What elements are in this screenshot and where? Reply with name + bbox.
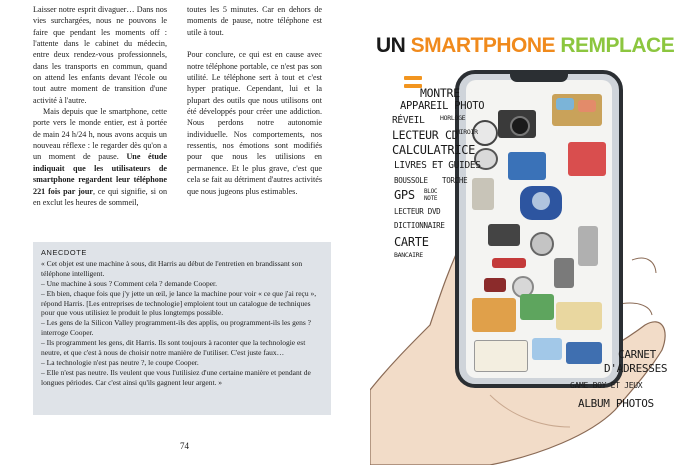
cards-icon xyxy=(568,142,606,176)
note-album-photos: ALBUM PHOTOS xyxy=(578,397,654,410)
list-item: LECTEUR DVD xyxy=(394,207,441,216)
dictionary-icon xyxy=(474,340,528,372)
highlight-text: Une étude indiquait que les utilisateurs de smartphone regardent leur téléphone 221 fois par jour xyxy=(33,152,168,196)
list-item: HORLOGE xyxy=(440,114,466,122)
list-item: RÉVEIL xyxy=(392,115,425,126)
list-item: TORCHE xyxy=(442,176,468,185)
title-part: REMPLACE xyxy=(560,34,675,57)
paragraph: Laisser notre esprit divaguer… Dans nos vies surchargées, nous ne pouvons le faire que pendant les moments off : l'attente dans le cabinet du médecin, entre deux rendez-vous professionnels, dans les transports en commun, quand on attend les enfants devant l'école ou tout autre moment de transition d'une activité à l'autre. xyxy=(33,5,167,105)
anecdote-line: – Elle n'est pas neutre. Ils veulent que vous l'utilisiez d'une certaine manière et pendant de longues périodes. Car c'est ainsi qu'ils gagnent leur argent. » xyxy=(41,367,311,387)
equals-sign-icon xyxy=(404,76,422,80)
flashlight-icon xyxy=(492,258,526,268)
game-boy-icon xyxy=(472,178,494,210)
anecdote-heading: ANECDOTE xyxy=(41,248,87,257)
books-icon xyxy=(472,298,516,332)
photo-icon xyxy=(556,98,574,110)
list-item: LIVRES ET GUIDES xyxy=(394,160,481,171)
guide-book-icon xyxy=(520,294,554,320)
cordless-phone-icon xyxy=(578,226,598,266)
illustration-title xyxy=(376,34,676,62)
list-item: APPAREIL PHOTO xyxy=(400,100,485,112)
anecdote-line: – Ils programment les gens, dit Harris. Ils sont toujours à raconter que la technologie est neutre, et que c'est à nous de choisir notre manière de l'utiliser. C'est juste faux… xyxy=(41,338,306,358)
camera-lens-icon xyxy=(510,116,530,136)
text-column-2 xyxy=(187,4,322,197)
phone-notch xyxy=(510,73,568,82)
anecdote-line: – Une machine à sous ? Comment cela ? demande Cooper. xyxy=(41,278,217,288)
list-item: DICTIONNAIRE xyxy=(394,221,445,230)
list-item: MONTRE xyxy=(420,86,460,100)
list-item: CALCULATRICE xyxy=(392,143,476,157)
paragraph xyxy=(33,106,167,208)
paragraph: toutes les 5 minutes. Car en dehors de moments de pause, notre téléphone est utile à tout. xyxy=(187,5,322,37)
tablet-icon xyxy=(508,152,546,180)
map-icon xyxy=(556,302,602,330)
photo-icon xyxy=(578,100,596,112)
page-number: 74 xyxy=(180,441,189,451)
list-item: LECTEUR CD xyxy=(392,128,459,142)
anecdote-line: « Cet objet est une machine à sous, dit Harris au début de l'entretien en brandissant son téléphone intelligent. xyxy=(41,258,303,278)
note-adresses: D'ADRESSES xyxy=(604,362,668,375)
list-item: GPS xyxy=(394,188,415,202)
paragraph-text: Mais depuis que le smartphone, cette porte vers le monde entier, est à portée de main 24 h/24 h, nous avons acquis un nouveau réflexe : le regarder dès qu'on a un moment de pause. xyxy=(33,107,167,162)
list-item: BANCAIRE xyxy=(394,251,423,259)
smartphone-screen xyxy=(466,80,612,378)
anecdote-line: – Eh bien, chaque fois que j'y jette un œil, je lance la machine pour voir « ce que j'ai reçu », répond Harris. [Les entreprises de technologie] emploient tout un catalogue de techniques pour que vous utilisiez le produit le plus longtemps possible. xyxy=(41,288,317,318)
cd-icon xyxy=(532,192,550,210)
note-game-boy: GAME BOY ET JEUX xyxy=(570,381,643,390)
notepad-icon xyxy=(532,338,562,360)
calculator-icon xyxy=(554,258,574,288)
wallet-icon xyxy=(484,278,506,292)
title-part: SMARTPHONE xyxy=(410,34,561,57)
note-carnet: CARNET xyxy=(618,348,656,361)
anecdote-line: – La technologie n'est pas neutre ?, le coupe Cooper. xyxy=(41,357,199,367)
bank-card-icon xyxy=(566,342,602,364)
paragraph-text: , ce qui signifie, si on en exclut les heures de sommeil, xyxy=(33,186,168,207)
list-item: MIROIR xyxy=(456,128,478,136)
compass-icon xyxy=(530,232,554,256)
text-column-1 xyxy=(33,4,167,208)
dvd-icon xyxy=(488,224,520,246)
anecdote-line: – Les gens de la Silicon Valley programment-ils des applis, ou programment-ils les gens ? interroge Cooper. xyxy=(41,318,312,338)
list-item: BLOC xyxy=(424,188,438,195)
anecdote-box xyxy=(33,242,331,415)
list-item: BOUSSOLE xyxy=(394,176,428,185)
paragraph: Pour conclure, ce qui est en cause avec notre téléphone portable, ce n'est pas son utilité. Le téléphone sert à tout et c'est hyper pratique. Cependant, lui et la plupart des outils que nous utilisons ont été développés pour créer une addiction. Nous perdons notre autonomie individuelle. Nos comportements, nos ressentis, nos émotions sont modifiés pour que nous les utilisions en permanence. Et le plus grave, c'est que cela se fait au détriment d'autres activités que nous jugeons plus estimables. xyxy=(187,50,322,196)
list-item: CARTE xyxy=(394,235,429,249)
title-part: UN xyxy=(376,34,411,57)
list-item: NOTE xyxy=(424,195,438,202)
